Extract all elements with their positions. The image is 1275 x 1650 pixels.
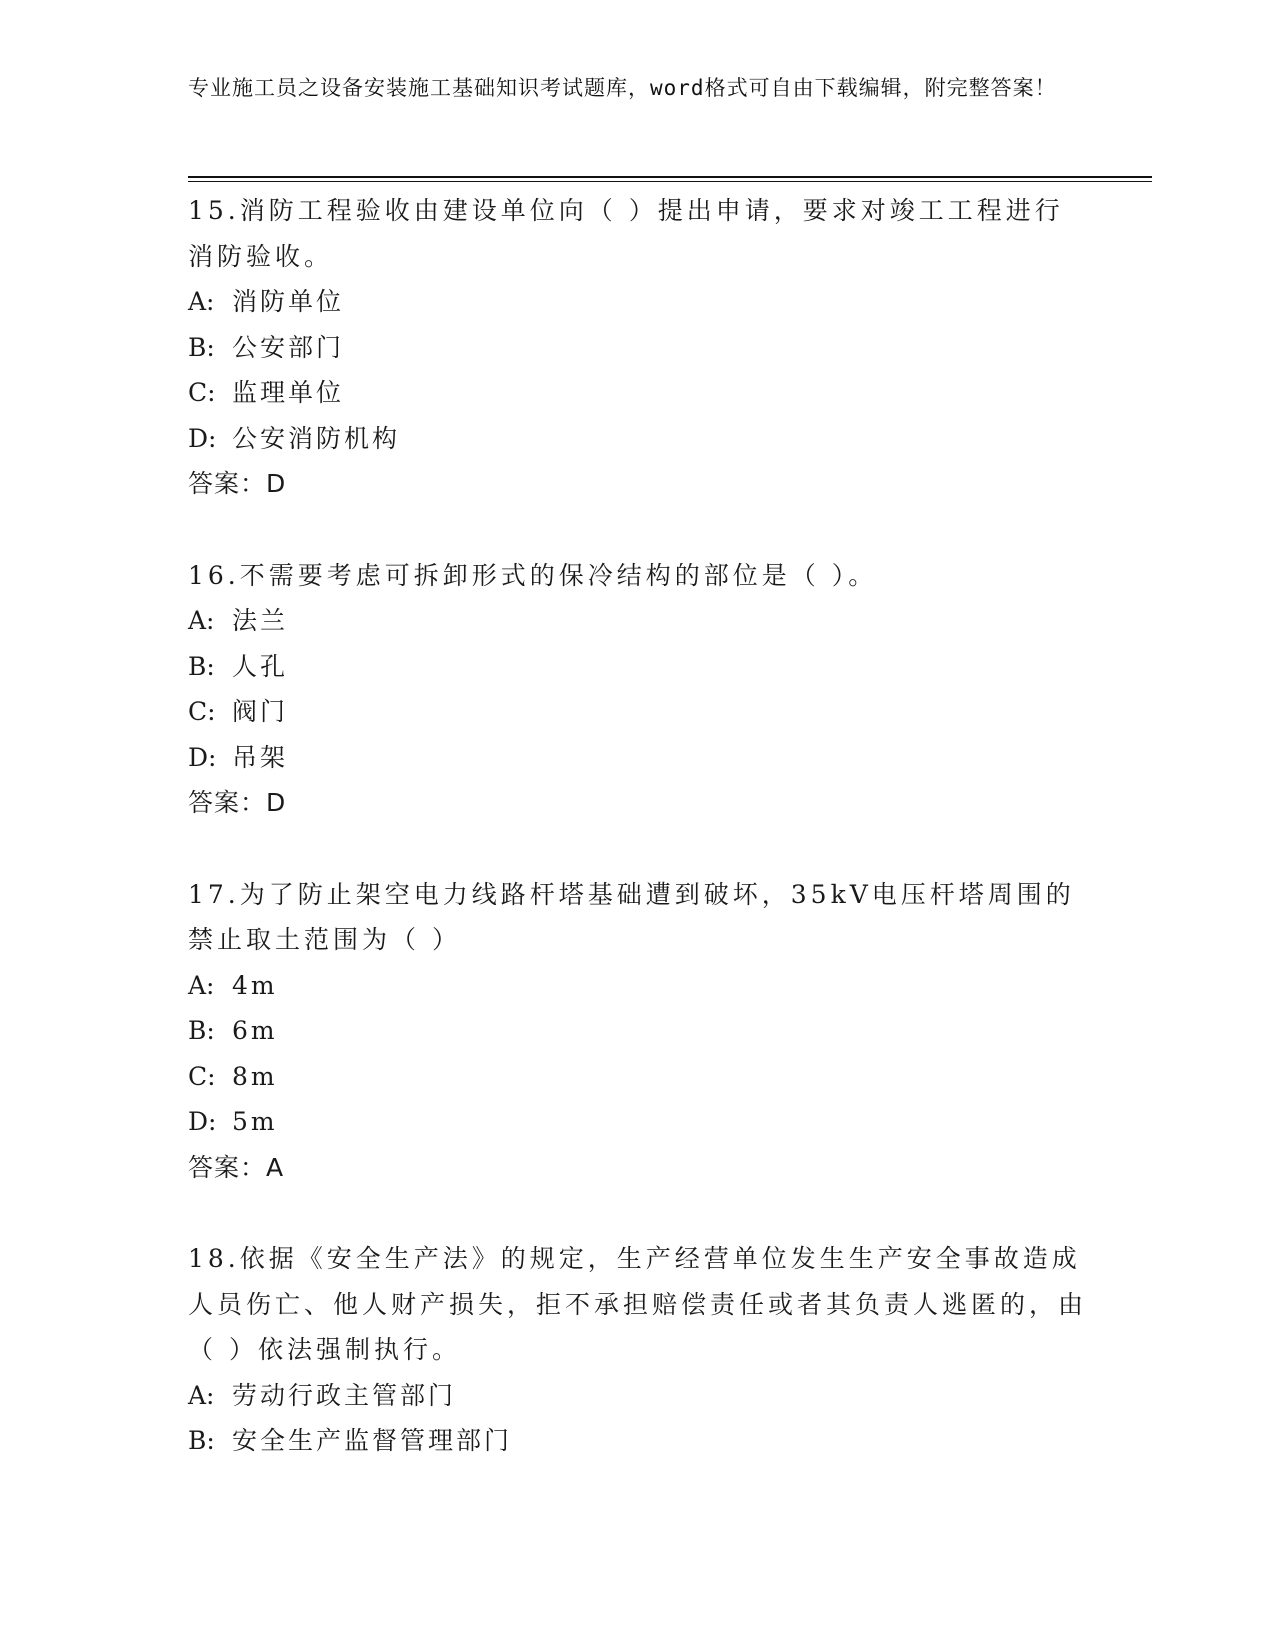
- option-letter: D:: [188, 423, 217, 453]
- option-letter: B:: [188, 651, 215, 681]
- option-c: [188, 689, 1088, 735]
- option-text: 法兰: [232, 606, 289, 635]
- option-letter: A:: [188, 287, 215, 316]
- option-text: 4m: [232, 970, 278, 1000]
- option-c: [188, 1054, 1088, 1100]
- option-letter: D:: [188, 1107, 217, 1136]
- header-divider-thin: [188, 181, 1152, 182]
- question-text: 15.消防工程验收由建设单位向（ ）提出申请，要求对竣工工程进行消防验收。: [188, 196, 1064, 271]
- option-letter: A:: [188, 1380, 215, 1410]
- option-text: 消防单位: [232, 287, 345, 316]
- question-15: [188, 188, 1088, 507]
- option-letter: D:: [188, 742, 217, 772]
- option-b: [188, 644, 1088, 690]
- option-letter: C:: [188, 378, 216, 407]
- option-a: [188, 598, 1088, 644]
- option-b: [188, 1418, 1088, 1464]
- option-b: [188, 1008, 1088, 1054]
- option-d: [188, 1099, 1088, 1145]
- option-letter: A:: [188, 970, 215, 1000]
- option-d: [188, 416, 1088, 462]
- question-text: 17.为了防止架空电力线路杆塔基础遭到破坏，35kV电压杆塔周围的禁止取土范围为（ ）: [188, 879, 1075, 954]
- option-letter: B:: [188, 332, 215, 362]
- option-text: 人孔: [232, 651, 289, 681]
- option-text: 劳动行政主管部门: [232, 1380, 457, 1410]
- question-text: 18.依据《安全生产法》的规定，生产经营单位发生生产安全事故造成人员伤亡、他人财产损失，拒不承担赔偿责任或者其负责人逃匿的，由（ ）依法强制执行。: [188, 1244, 1088, 1364]
- option-letter: B:: [188, 1426, 215, 1455]
- answer-line: 答案：D: [188, 788, 287, 817]
- question-18: [188, 1236, 1088, 1464]
- option-text: 阀门: [232, 697, 289, 726]
- option-a: [188, 1373, 1088, 1419]
- answer-line: 答案：A: [188, 1152, 285, 1182]
- page-header: 专业施工员之设备安装施工基础知识考试题库，word格式可自由下载编辑，附完整答案！: [188, 76, 1057, 100]
- option-text: 6m: [232, 1016, 278, 1045]
- option-text: 公安部门: [232, 332, 345, 362]
- option-letter: A:: [188, 606, 215, 635]
- option-text: 吊架: [232, 742, 289, 772]
- question-16: [188, 553, 1088, 826]
- option-letter: B:: [188, 1016, 215, 1045]
- option-letter: C:: [188, 697, 216, 726]
- option-a: [188, 963, 1088, 1009]
- option-a: [188, 279, 1088, 325]
- question-list: [188, 188, 1088, 1510]
- option-letter: C:: [188, 1061, 216, 1091]
- option-text: 公安消防机构: [232, 423, 401, 453]
- option-c: [188, 370, 1088, 416]
- question-text: 16.不需要考虑可拆卸形式的保冷结构的部位是（ ）。: [188, 560, 878, 590]
- answer-line: 答案：D: [188, 469, 287, 498]
- question-17: [188, 872, 1088, 1191]
- option-text: 监理单位: [232, 378, 345, 407]
- option-b: [188, 325, 1088, 371]
- option-text: 8m: [232, 1061, 278, 1091]
- option-text: 安全生产监督管理部门: [232, 1426, 513, 1455]
- option-d: [188, 735, 1088, 781]
- header-divider-thick: [188, 176, 1152, 178]
- option-text: 5m: [232, 1107, 278, 1136]
